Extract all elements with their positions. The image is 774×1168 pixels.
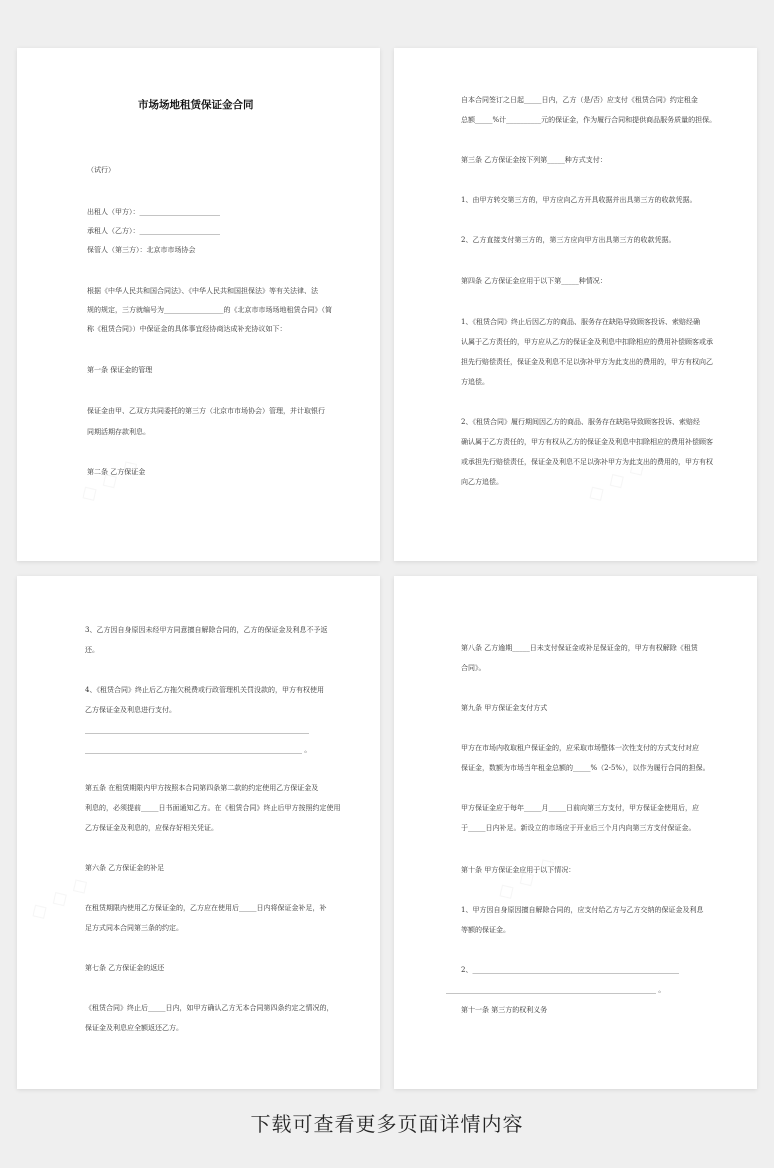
page-2-line-8: 认属于乙方责任的，甲方应从乙方的保证金及利息中扣除相应的费用补偿顾客或承 — [461, 338, 713, 346]
contract-title: 市场场地租赁保证金合同 — [138, 99, 254, 111]
watermark — [75, 453, 146, 509]
page-2-line-6: 第四条 乙方保证金应用于以下第_____种情况： — [461, 277, 607, 285]
page-4-line-12: ____________________________________________________________ 。 — [446, 986, 666, 994]
page-2-line-13: 或承担先行赔偿责任，保证金及利息不足以弥补甲方为此支出的费用的，甲方有权 — [461, 458, 713, 466]
page-2-line-2: 总额_____%计__________元的保证金，作为履行合同和提供商品服务质量的担保。 — [461, 116, 717, 124]
page-2-line-5: 2、乙方直接支付第三方的，第三方应向甲方出具第三方的收款凭据。 — [461, 236, 676, 244]
page-2-line-7: 1、《租赁合同》终止后因乙方的商品、服务存在缺陷导致顾客投诉、索赔经确 — [461, 318, 700, 326]
page-3-line-3: 4、《租赁合同》终止后乙方拖欠税费或行政管理机关罚没款的，甲方有权使用 — [85, 686, 324, 694]
watermark — [25, 871, 93, 927]
page-3-line-7: 第五条 在租赁期限内甲方按照本合同第四条第二款的约定使用乙方保证金及 — [85, 784, 319, 792]
page-4-line-11: 2、___________________________________________________________ — [461, 966, 679, 974]
page-2-line-10: 方追偿。 — [461, 378, 489, 386]
page-2-line-1: 自本合同签订之日起_____日内，乙方（是/否）应支付《租赁合同》约定租金 — [461, 96, 698, 104]
document-page-4 — [394, 576, 757, 1089]
page-3-line-13: 第七条 乙方保证金的返还 — [85, 964, 165, 972]
document-page-3 — [17, 576, 380, 1089]
page-3-line-14: 《租赁合同》终止后_____日内，如甲方确认乙方无本合同第四条约定之情况的， — [85, 1004, 334, 1012]
page-4-line-13: 第十一条 第三方的权利义务 — [461, 1006, 548, 1014]
page-4-line-4: 甲方在市场内收取租户保证金的，应采取市场整体一次性支付的方式支付对应 — [461, 744, 699, 752]
page-2-line-11: 2、《租赁合同》履行期间因乙方的商品、服务存在缺陷导致顾客投诉、索赔经 — [461, 418, 700, 426]
document-page-1 — [17, 48, 380, 561]
page-4-line-5: 保证金，数额为市场当年租金总额的_____%（2-5%），以作为履行合同的担保。 — [461, 764, 710, 772]
document-page-2 — [394, 48, 757, 561]
page-4-line-8: 第十条 甲方保证金应用于以下情况： — [461, 866, 576, 874]
page-1-line-10: 同期活期存款利息。 — [87, 428, 150, 436]
page-1-line-6: 规的规定，三方就编号为_________________的《北京市市场场地租赁合同》（简 — [87, 306, 332, 314]
page-1-line-9: 保证金由甲、乙双方共同委托的第三方（北京市市场协会）管理，并计取银行 — [87, 407, 325, 415]
page-2-line-4: 1、由甲方转交第三方的，甲方应向乙方开具收据并出具第三方的收款凭据。 — [461, 196, 697, 204]
page-1-line-4: 保管人（第三方）：北京市市场协会 — [87, 246, 196, 254]
page-4-line-7: 于_____日内补足。新设立的市场应于开业后三个月内向第三方支付保证金。 — [461, 824, 696, 832]
page-3-line-2: 还。 — [85, 646, 99, 654]
page-1-line-1: （试行） — [87, 166, 115, 174]
page-1-line-2: 出租人（甲方）：_______________________ — [87, 208, 220, 216]
page-3-line-10: 第六条 乙方保证金的补足 — [85, 864, 165, 872]
page-3-line-5: ________________________________________________________________ — [85, 726, 309, 734]
page-3-line-15: 保证金及利息应全额返还乙方。 — [85, 1024, 183, 1032]
page-2-line-12: 确认属于乙方责任的，甲方有权从乙方的保证金及利息中扣除相应的费用补偿顾客 — [461, 438, 713, 446]
page-3-line-12: 足方式同本合同第三条的约定。 — [85, 924, 183, 932]
page-3-line-8: 利息的，必须提前_____日书面通知乙方。在《租赁合同》终止后甲方按照约定使用 — [85, 804, 341, 812]
page-4-line-3: 第九条 甲方保证金支付方式 — [461, 704, 548, 712]
page-3-line-9: 乙方保证金及利息的，应保存好相关凭证。 — [85, 824, 218, 832]
page-3-line-6: ______________________________________________________________ 。 — [85, 746, 312, 754]
page-2-line-9: 担先行赔偿责任，保证金及利息不足以弥补甲方为此支出的费用的，甲方有权向乙 — [461, 358, 713, 366]
page-4-line-6: 甲方保证金应于每年_____月_____日前向第三方支付，甲方保证金使用后，应 — [461, 804, 699, 812]
page-1-line-8: 第一条 保证金的管理 — [87, 366, 153, 374]
watermark — [492, 851, 560, 907]
download-more-caption: 下载可查看更多页面详情内容 — [250, 1112, 524, 1136]
page-1-line-11: 第二条 乙方保证金 — [87, 468, 146, 476]
page-1-line-7: 称《租赁合同》）中保证金的具体事宜经协商达成补充协议如下： — [87, 325, 287, 333]
page-4-line-10: 等额的保证金。 — [461, 926, 510, 934]
page-3-line-1: 3、乙方因自身原因未经甲方同意擅自解除合同的，乙方的保证金及利息不予返 — [85, 626, 328, 634]
page-2-line-14: 向乙方追偿。 — [461, 478, 503, 486]
page-1-line-5: 根据《中华人民共和国合同法》、《中华人民共和国担保法》等有关法律、法 — [87, 287, 318, 295]
page-2-line-3: 第三条 乙方保证金按下列第_____种方式支付： — [461, 156, 607, 164]
page-4-line-2: 合同》。 — [461, 664, 486, 672]
page-1-line-3: 承租人（乙方）：_______________________ — [87, 227, 220, 235]
page-4-line-9: 1、甲方因自身原因擅自解除合同的，应支付给乙方与乙方交纳的保证金及利息 — [461, 906, 704, 914]
page-4-line-1: 第八条 乙方逾期_____日未支付保证金或补足保证金的，甲方有权解除《租赁 — [461, 644, 698, 652]
page-3-line-4: 乙方保证金及利息进行支付。 — [85, 706, 176, 714]
page-3-line-11: 在租赁期限内使用乙方保证金的，乙方应在使用后_____日内将保证金补足，补 — [85, 904, 327, 912]
